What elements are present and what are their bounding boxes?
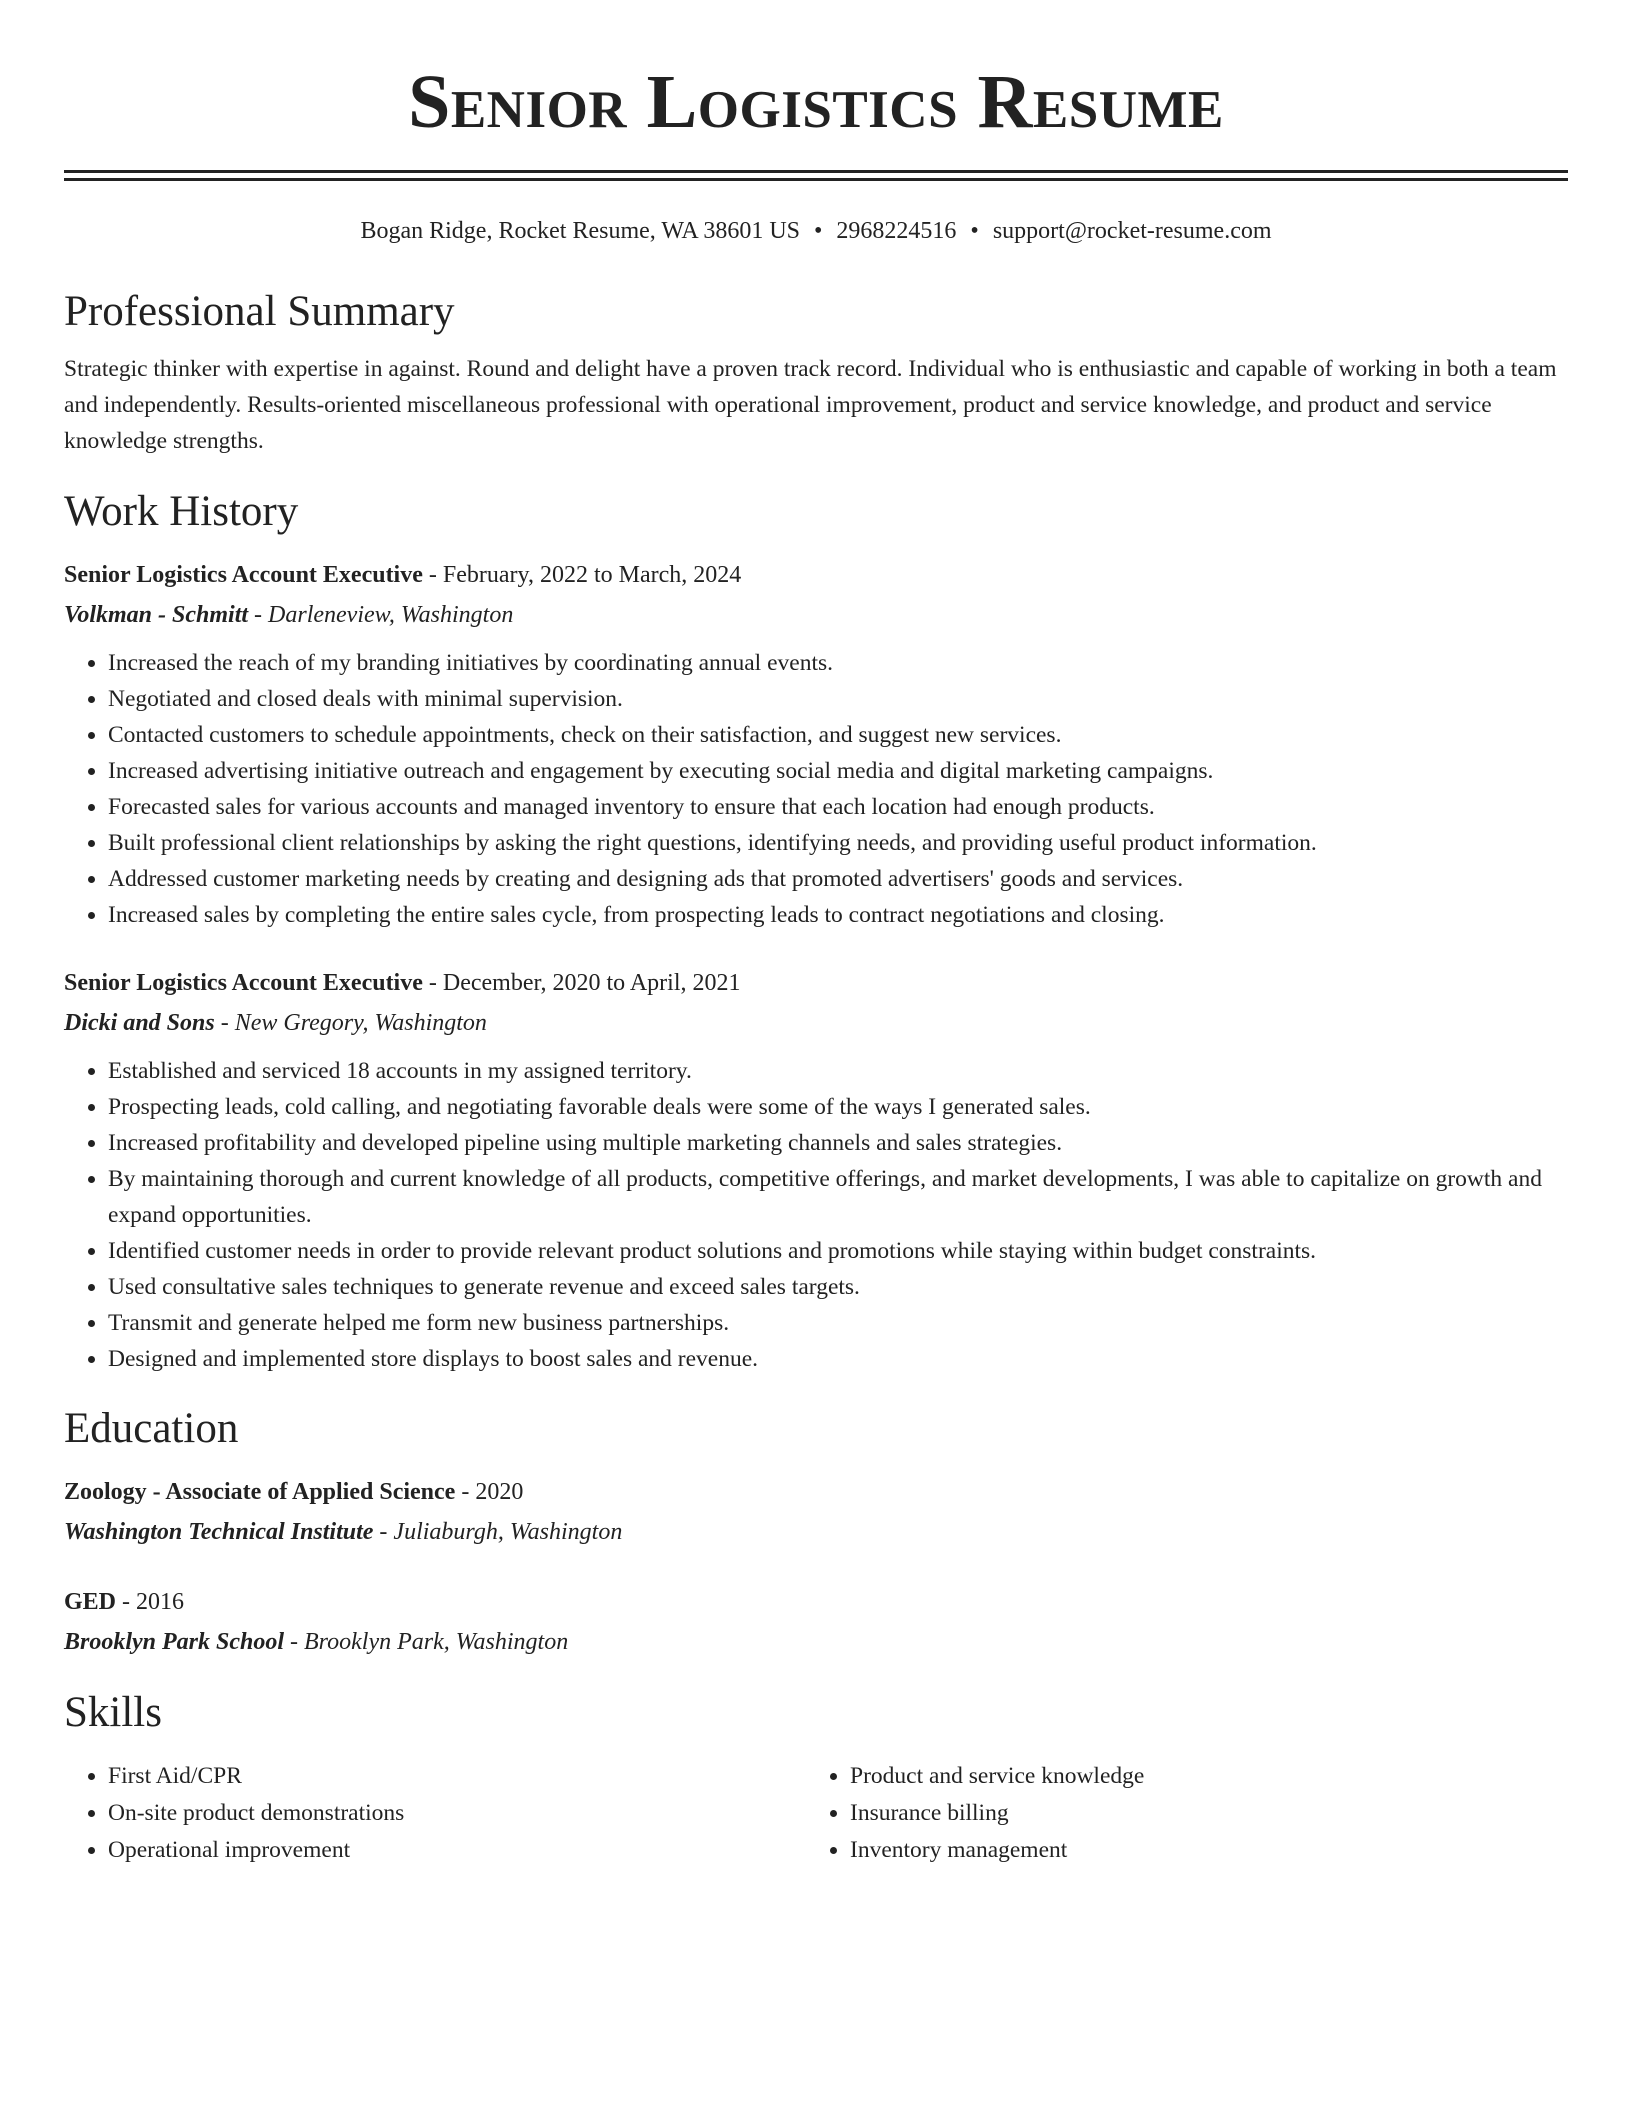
list-item: • Identified customer needs in order to provide relevant product solutions and promotions while staying within budget constraints. — [108, 1233, 1568, 1269]
education-school-line — [64, 1512, 1568, 1552]
work-history-heading: Work History — [64, 488, 299, 535]
list-item: • Increased sales by completing the entire sales cycle, from prospecting leads to contract negotiations and closing. — [108, 897, 1568, 933]
education-year: - 2020 — [455, 1479, 524, 1505]
education-school-line — [64, 1622, 1568, 1662]
list-item: • Addressed customer marketing needs by creating and designing ads that promoted advertisers' goods and services. — [108, 861, 1568, 897]
job-duties-list — [64, 645, 1568, 933]
job-heading — [64, 963, 1568, 1003]
education-degree: GED — [64, 1589, 117, 1615]
list-item: • Increased advertising initiative outreach and engagement by executing social media and digital marketing campaigns. — [108, 753, 1568, 789]
job-company: Dicki and Sons — [64, 1010, 215, 1036]
skills-grid — [64, 1758, 1568, 1869]
list-item: • Established and serviced 18 accounts in my assigned territory. — [108, 1053, 1568, 1089]
skills-column-left — [64, 1758, 806, 1869]
list-item: • Prospecting leads, cold calling, and negotiating favorable deals were some of the ways I generated sales. — [108, 1089, 1568, 1125]
job-title: Senior Logistics Account Executive — [64, 562, 423, 588]
contact-separator: • — [814, 218, 823, 244]
contact-line — [64, 215, 1568, 247]
title-divider-top — [64, 170, 1568, 173]
skills-column-right — [806, 1758, 1548, 1869]
education-location: - Brooklyn Park, Washington — [284, 1629, 569, 1655]
list-item: • Built professional client relationships by asking the right questions, identifying needs, and providing useful product information. — [108, 825, 1568, 861]
skill-item: • Operational improvement — [108, 1832, 806, 1869]
job-dates: - February, 2022 to March, 2024 — [422, 562, 742, 588]
list-item: • Designed and implemented store displays to boost sales and revenue. — [108, 1341, 1568, 1377]
contact-address: Bogan Ridge, Rocket Resume, WA 38601 US — [360, 218, 801, 244]
skill-item: • On-site product demonstrations — [108, 1795, 806, 1832]
list-item: • Negotiated and closed deals with minimal supervision. — [108, 681, 1568, 717]
education-degree-line — [64, 1472, 1568, 1512]
list-item: • Used consultative sales techniques to generate revenue and exceed sales targets. — [108, 1269, 1568, 1305]
list-item: • Forecasted sales for various accounts and managed inventory to ensure that each location had enough products. — [108, 789, 1568, 825]
list-item: • Increased profitability and developed pipeline using multiple marketing channels and sales strategies. — [108, 1125, 1568, 1161]
contact-phone: 2968224516 — [836, 218, 957, 244]
skill-item: • Insurance billing — [850, 1795, 1548, 1832]
list-item: • Increased the reach of my branding initiatives by coordinating annual events. — [108, 645, 1568, 681]
skill-item: • Inventory management — [850, 1832, 1548, 1869]
education-location: - Juliaburgh, Washington — [373, 1519, 623, 1545]
education-entry — [64, 1472, 1568, 1552]
job-location: - Darleneview, Washington — [248, 602, 514, 628]
job-entry — [64, 555, 1568, 933]
title-divider-bottom — [64, 178, 1568, 181]
job-location: - New Gregory, Washington — [214, 1010, 487, 1036]
job-employer — [64, 595, 1568, 635]
job-company: Volkman - Schmitt — [64, 602, 249, 628]
education-heading: Education — [64, 1405, 239, 1452]
list-item: • By maintaining thorough and current knowledge of all products, competitive offerings, and market developments, I was able to capitalize on growth and expand opportunities. — [108, 1161, 1568, 1233]
list-item: • Contacted customers to schedule appointments, check on their satisfaction, and suggest new services. — [108, 717, 1568, 753]
summary-text: Strategic thinker with expertise in against. Round and delight have a proven track record. Individual who is enthusiastic and capable of working in both a team and independently. Results-oriented miscellaneous professional with operational improvement, product and service knowledge, and product and service knowledge strengths. — [64, 356, 1557, 454]
summary-heading: Professional Summary — [64, 288, 455, 335]
education-year: - 2016 — [116, 1589, 185, 1615]
contact-email: support@rocket-resume.com — [992, 218, 1272, 244]
education-school: Brooklyn Park School — [64, 1629, 285, 1655]
job-entry — [64, 963, 1568, 1377]
job-dates: - December, 2020 to April, 2021 — [422, 970, 741, 996]
job-employer — [64, 1003, 1568, 1043]
education-school: Washington Technical Institute — [64, 1519, 374, 1545]
resume-title: Senior Logistics Resume — [408, 60, 1224, 144]
education-degree: Zoology - Associate of Applied Science — [64, 1479, 456, 1505]
skill-item: • Product and service knowledge — [850, 1758, 1548, 1795]
job-heading — [64, 555, 1568, 595]
education-entry — [64, 1582, 1568, 1662]
job-duties-list — [64, 1053, 1568, 1377]
list-item: • Transmit and generate helped me form new business partnerships. — [108, 1305, 1568, 1341]
contact-separator: • — [970, 218, 979, 244]
skill-item: • First Aid/CPR — [108, 1758, 806, 1795]
job-title: Senior Logistics Account Executive — [64, 970, 423, 996]
skills-heading: Skills — [64, 1689, 162, 1736]
education-degree-line — [64, 1582, 1568, 1622]
